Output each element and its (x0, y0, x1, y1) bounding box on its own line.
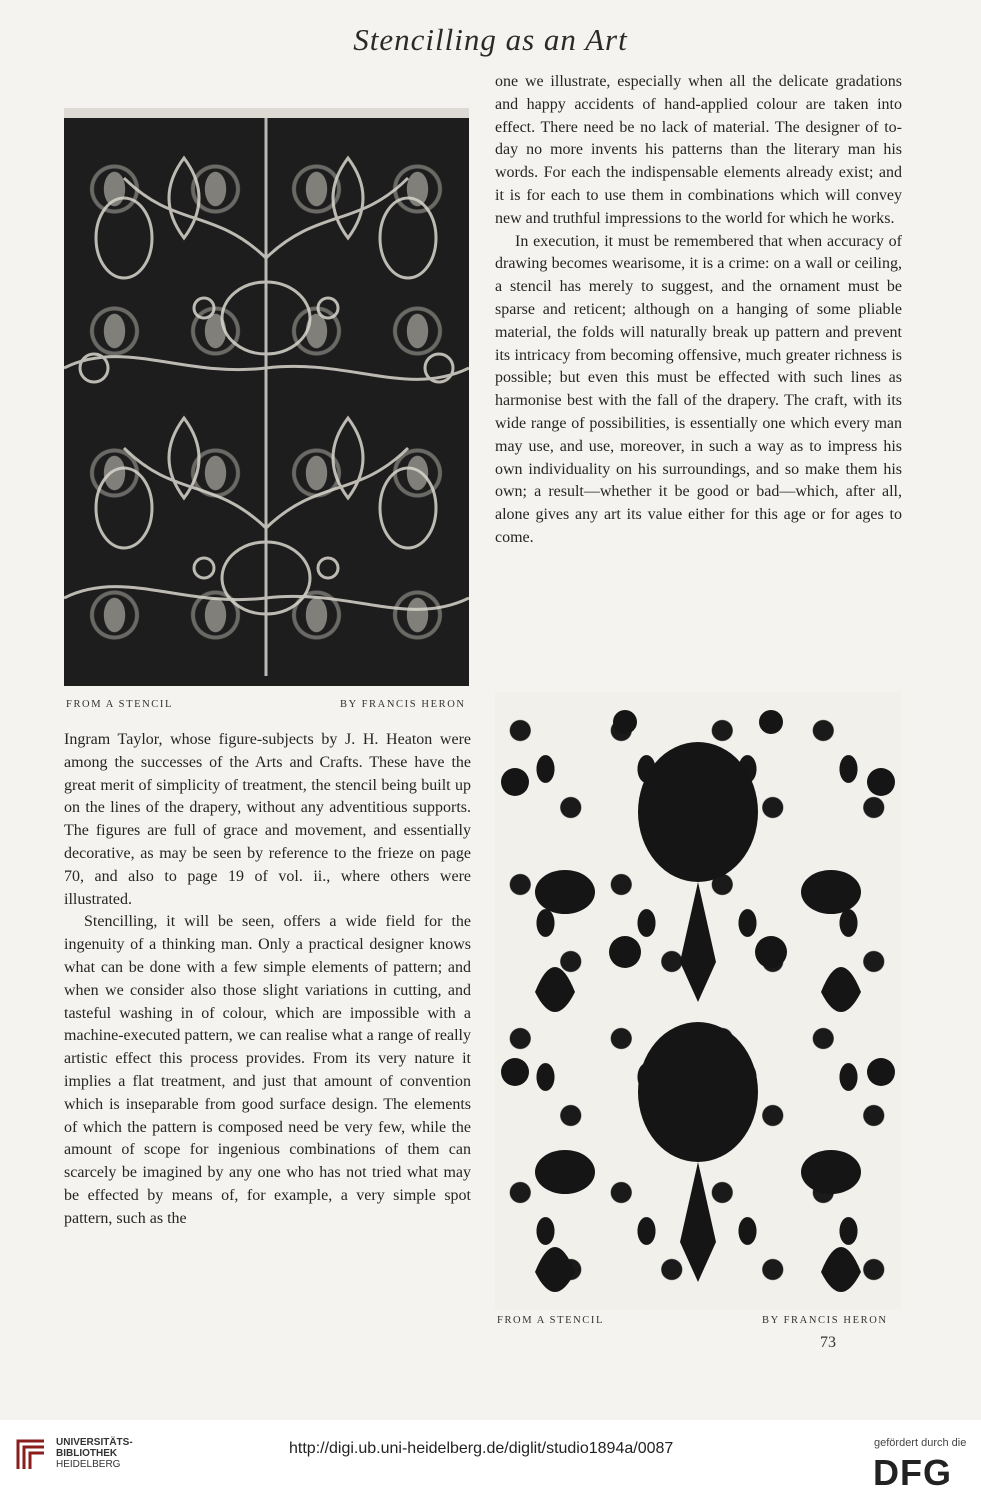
plate-bottom-caption-right: BY FRANCIS HERON (762, 1315, 888, 1326)
dfg-logo: DFG (873, 1452, 952, 1493)
library-name-line1: UNIVERSITÄTS- (56, 1437, 133, 1448)
left-paragraph-1: Ingram Taylor, whose figure-subjects by J. H. Heaton were among the successes of the Arts and Crafts. These have the great merit of simplicity of treatment, the stencil being built up on the lines of the drapery, without any adventitious supports. The figures are full of grace and movement, and essentially decorative, as may be seen by reference to the frieze on page 70, and also to page 19 of vol. ii., where others were illustrated. (64, 731, 471, 908)
page-number: 73 (820, 1334, 836, 1351)
right-paragraph-1: one we illustrate, especially when all the delicate gradations and happy accidents of hand-applied colour are taken into effect. There need be no lack of material. The designer of to-day no more invents his patterns than the literary man his words. For each the indispensable elements already exist; and it is for each to use them in combinations which will convey new and truthful impressions to the world for which he works. (495, 73, 902, 227)
plate-top-caption-right: BY FRANCIS HERON (340, 699, 466, 710)
running-head: Stencilling as an Art (353, 22, 628, 57)
permalink-url[interactable]: http://digi.ub.uni-heidelberg.de/diglit/studio1894a/0087 (289, 1440, 674, 1457)
library-name-line3: HEIDELBERG (56, 1459, 121, 1470)
right-column-text (495, 71, 902, 550)
right-paragraph-2: In execution, it must be remembered that when accuracy of drawing becomes wearisome, it is a crime: on a wall or ceiling, a stencil has merely to suggest, and the ornament must be sparse and reticent; although on a hanging of some pliable material, the folds will naturally break up pattern and prevent its intricacy from becoming offensive, much greater richness is possible; but even this must be effected with such lines as harmonise best with the fall of the drapery. The craft, with its wide range of possibilities, is essentially one which every man may use, and use, moreover, in such a way as to impress his own individuality on his surroundings, and so make them his own; a result—whether it be good or bad—which, after all, alone gives any art its value either for this age or for ages to come. (495, 232, 902, 546)
plate-bottom-caption-left: FROM A STENCIL (497, 1315, 604, 1326)
university-library-logo-icon (14, 1431, 50, 1471)
left-paragraph-2: Stencilling, it will be seen, offers a wide field for the ingenuity of a thinking man. Only a practical designer knows what can be done with a few simple elements of pattern; and when we consider also those slight variations in cutting, and tasteful washing in of colour, which are impossible with a machine-executed pattern, we can realise what a range of really artistic effect this process provides. From its very nature it implies a flat treatment, and just that amount of convention which is inseparable from good surface design. The elements of which the pattern is composed need be very few, while the amount of scope for ingenious combinations of them can scarcely be imagined by any one who has not tried what may be effected by means of, for example, a very simple spot pattern, such as the (64, 913, 471, 1227)
stencil-ornament-dark (64, 118, 469, 676)
stencil-plate-top (64, 108, 469, 686)
footer (0, 1420, 981, 1499)
stencil-ornament-light (495, 692, 901, 1309)
library-name-line2: BIBLIOTHEK (56, 1448, 118, 1459)
library-name (56, 1437, 133, 1470)
plate-top-caption-left: FROM A STENCIL (66, 699, 173, 710)
funded-by-text: gefördert durch die (874, 1437, 967, 1449)
stencil-plate-bottom (495, 692, 901, 1309)
left-column-text (64, 729, 471, 1231)
